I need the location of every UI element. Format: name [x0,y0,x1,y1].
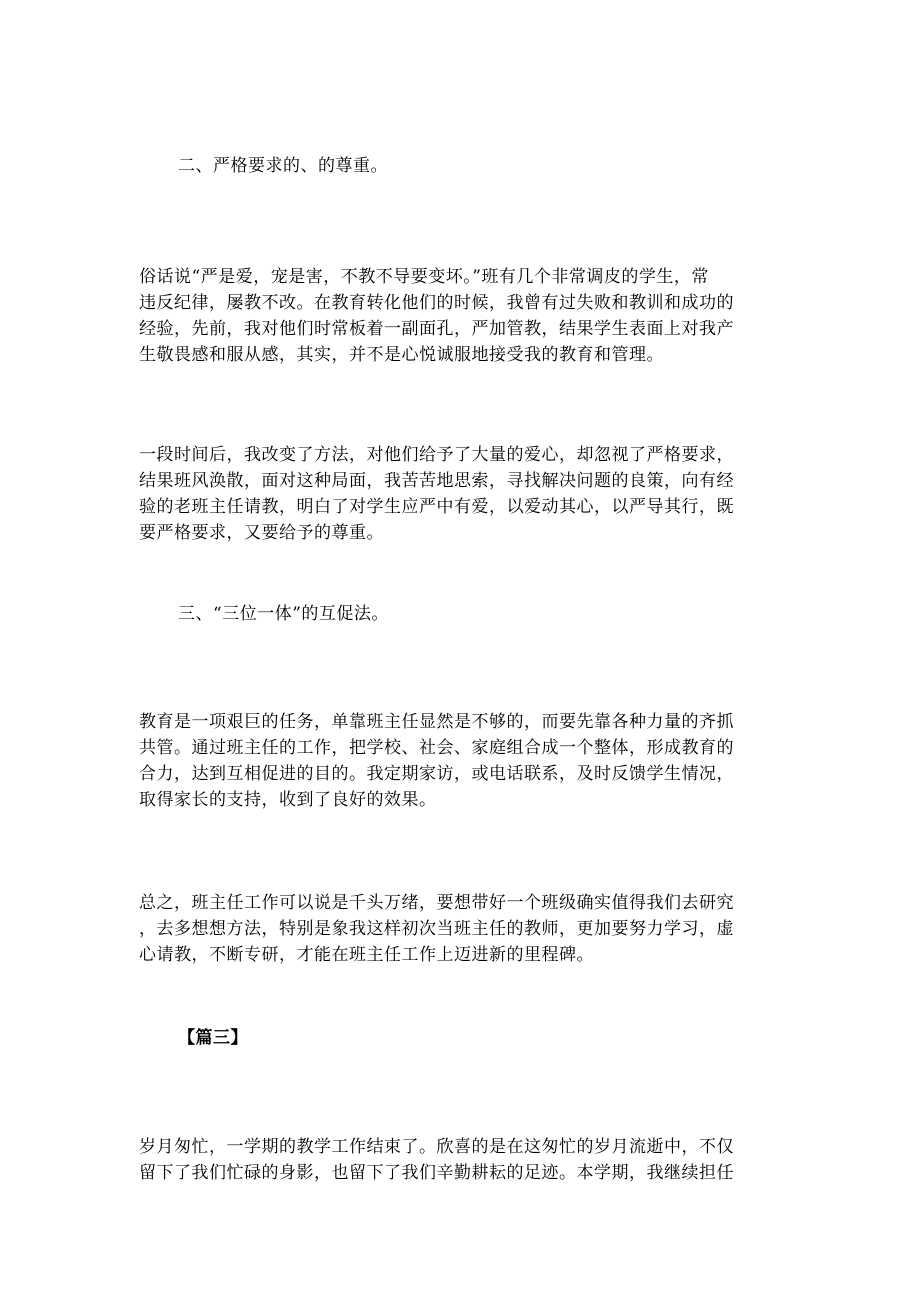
paragraph-line: 留下了我们忙碌的身影，也留下了我们辛勤耕耘的足迹。本学期，我继续担任 [139,1163,734,1183]
part-title: 【篇三】 [178,1028,248,1048]
paragraph-line: 取得家长的支持，收到了良好的效果。 [139,790,437,810]
paragraph-line: 共管。通过班主任的工作，把学校、社会、家庭组合成一个整体，形成教育的 [139,738,734,758]
paragraph-1 [139,264,779,368]
paragraph-line: 岁月匆忙，一学期的教学工作结束了。欣喜的是在这匆忙的岁月流逝中，不仅 [139,1137,734,1157]
paragraph-line: 教育是一项艰巨的任务，单靠班主任显然是不够的，而要先靠各种力量的齐抓 [139,712,734,732]
paragraph-line: 违反纪律，屡教不改。在教育转化他们的时候，我曾有过失败和教训和成功的 [139,293,734,313]
paragraph-4 [139,890,779,968]
paragraph-line: 合力，达到互相促进的目的。我定期家访，或电话联系，及时反馈学生情况， [139,764,734,784]
paragraph-3 [139,709,779,813]
section-heading-3: 三、“三位一体”的互促法。 [178,604,389,624]
section-heading-2: 二、严格要求的、的尊重。 [178,156,388,176]
paragraph-line: ，去多想想方法，特别是象我这样初次当班主任的教师，更加要努力学习，虚 [139,919,734,939]
paragraph-line: 生敬畏感和服从感，其实，并不是心悦诚服地接受我的教育和管理。 [139,345,664,365]
paragraph-line: 验的老班主任请教，明白了对学生应严中有爱，以爱动其心，以严导其行，既 [139,497,734,517]
paragraph-line: 经验，先前，我对他们时常板着一副面孔，严加管教，结果学生表面上对我产 [139,319,734,339]
paragraph-line: 俗话说“严是爱，宠是害，不教不导要变坏。”班有几个非常调皮的学生，常 [139,267,709,287]
paragraph-line: 心请教，不断专研，才能在班主任工作上迈进新的里程碑。 [139,945,594,965]
paragraph-line: 一段时间后，我改变了方法，对他们给予了大量的爱心，却忽视了严格要求， [139,445,734,465]
paragraph-2 [139,442,779,546]
paragraph-line: 结果班风涣散，面对这种局面，我苦苦地思索，寻找解决问题的良策，向有经 [139,471,734,491]
paragraph-line: 要严格要求，又要给予的尊重。 [139,523,384,543]
paragraph-5 [139,1134,779,1186]
paragraph-line: 总之，班主任工作可以说是千头万绪，要想带好一个班级确实值得我们去研究 [139,893,734,913]
